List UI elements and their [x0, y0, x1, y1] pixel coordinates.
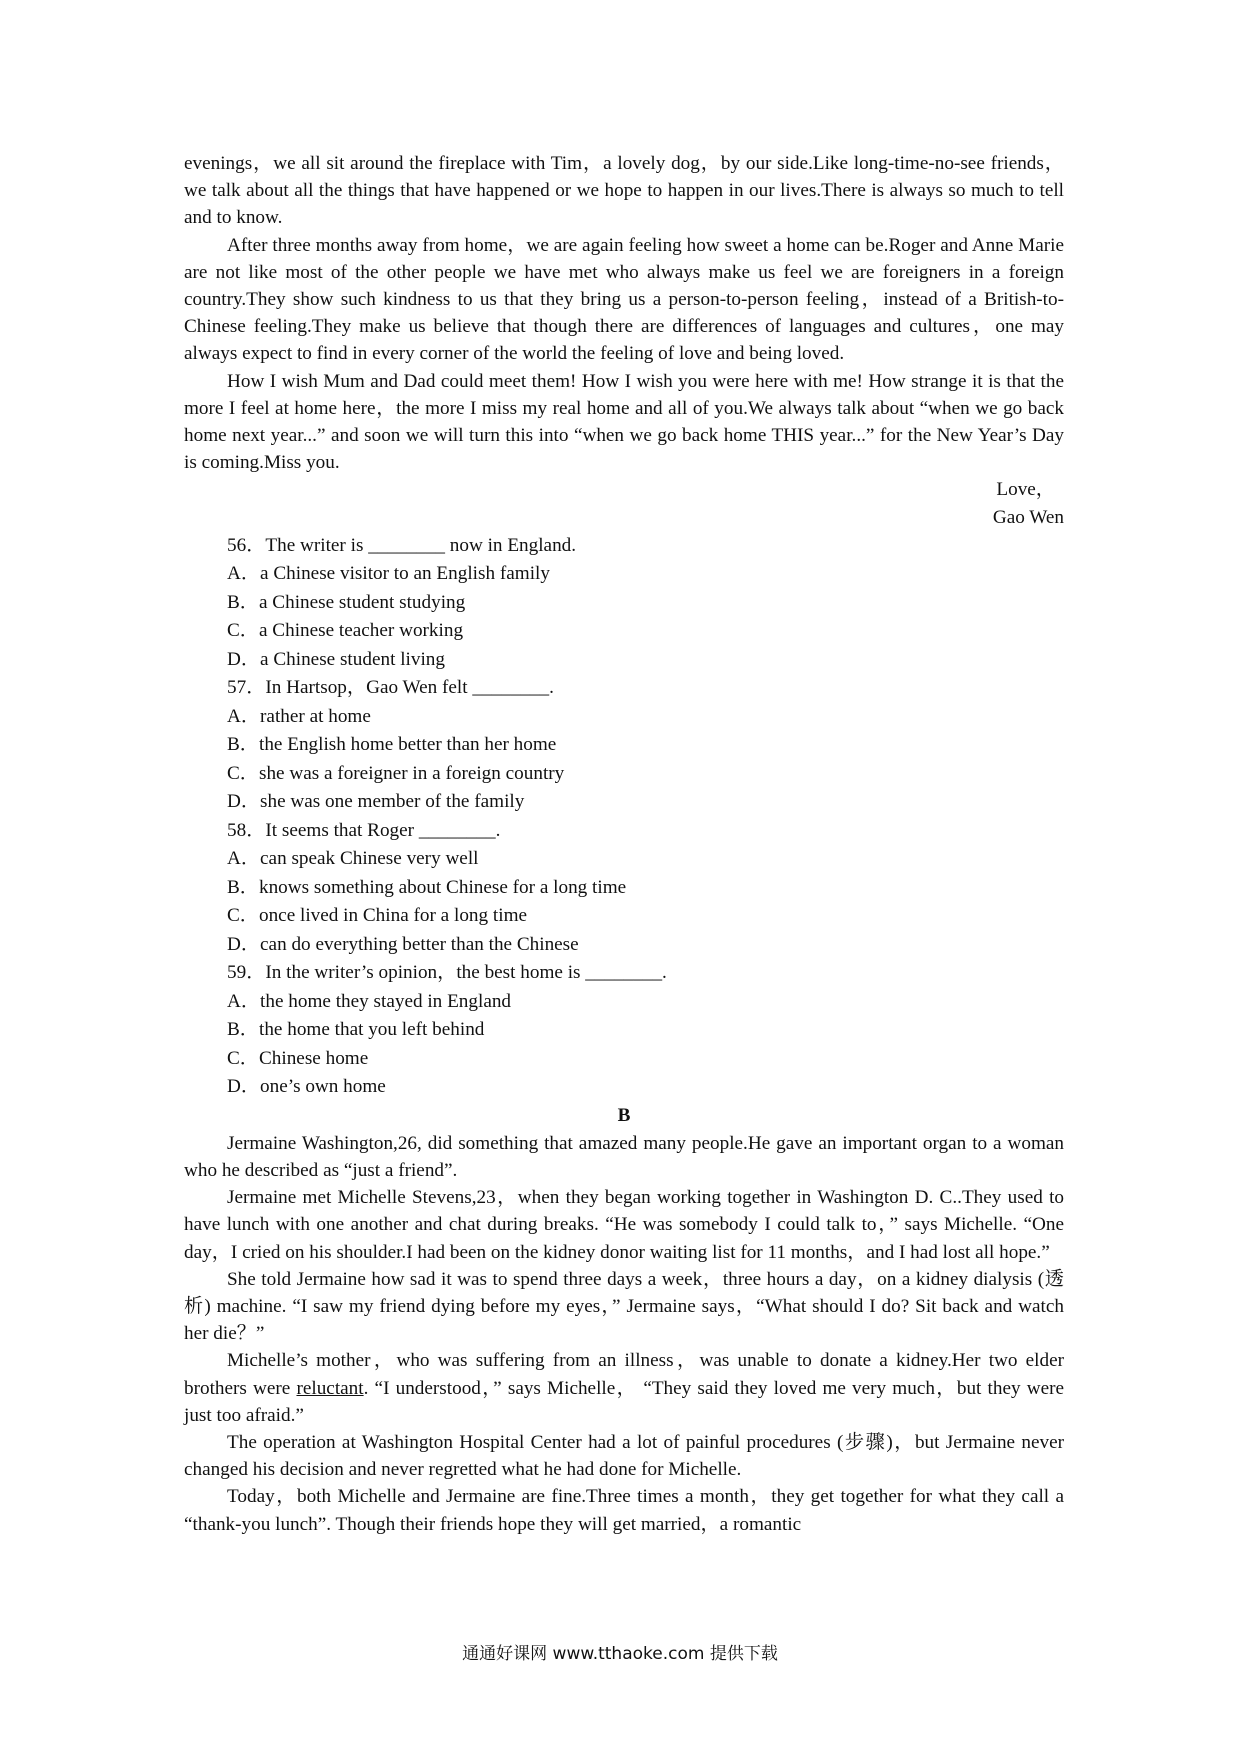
letter-signature: Gao Wen [992, 506, 1064, 528]
passage-b-paragraph-3: She told Jermaine how sad it was to spend three days a week，three hours a day，on a kidney dialysis (透析) machine. “I saw my friend dying before my eyes，” Jermaine says，“What should I do? Sit back and watch her die？” [184, 1268, 1064, 1345]
passage-a-paragraph-2: After three months away from home，we are again feeling how sweet a home can be.Roger and Anne Marie are not like most of the other people we have met who always make us feel we are foreigners in a foreign country.They show such kindness to us that they bring us a person-to-person feeling，instead of a British-to-Chinese feeling.They make us believe that though there are differences of languages and cultures，one may always expect to find in every corner of the world the feeling of love and being loved. [184, 234, 1064, 365]
passage-a-paragraph-1: evenings，we all sit around the fireplace with Tim，a lovely dog，by our side.Like long-time-no-see friends，we talk about all the things that have happened or we hope to happen in our lives.There is always so much to tell and to know. [184, 153, 1064, 229]
option-b: B．a Chinese student studying [227, 591, 466, 613]
paragraph-4-start: Michelle’s mother，who was suffering from an illness，was unable to donate a kidney.Her two elder brothers were [184, 1350, 1064, 1399]
question-57 [227, 674, 1064, 817]
option-c: C．once lived in China for a long time [227, 905, 528, 927]
option-b: B．the English home better than her home [227, 734, 557, 756]
question-stem: 56．The writer is ________ now in England. [227, 534, 577, 556]
question-59 [227, 959, 1064, 1102]
option-a: A．can speak Chinese very well [227, 848, 479, 870]
underlined-word: reluctant [296, 1377, 364, 1399]
passage-b-paragraph-1: Jermaine Washington,26, did something that amazed many people.He gave an important organ to a woman who he described as “just a friend”. [184, 1132, 1064, 1182]
option-d: D．a Chinese student living [227, 648, 445, 670]
option-a: A．rather at home [227, 705, 371, 727]
passage-b-paragraph-6: Today，both Michelle and Jermaine are fine.Three times a month，they get together for what they call a “thank-you lunch”. Though their friends hope they will get married，a romantic [184, 1486, 1064, 1535]
section-title-b: B [617, 1104, 631, 1126]
passage-b-paragraph-4 [184, 1347, 1064, 1429]
question-stem: 58．It seems that Roger ________. [227, 819, 501, 841]
paragraph-4-end: . “I understood，” says Michelle， “They said they loved me very much，but they were just too afraid.” [184, 1377, 1064, 1426]
passage-b-paragraph-2: Jermaine met Michelle Stevens,23，when they began working together in Washington D. C..They used to have lunch with one another and chat during breaks. “He was somebody I could talk to，” says Michelle. “One day，I cried on his shoulder.I had been on the kidney donor waiting list for 11 months，and I had lost all hope.” [184, 1187, 1064, 1263]
letter-closing [184, 476, 1064, 503]
option-c: C．Chinese home [227, 1047, 369, 1069]
question-58 [227, 817, 1064, 960]
option-d: D．one’s own home [227, 1076, 386, 1098]
question-stem: 59．In the writer’s opinion，the best home is ________. [227, 962, 667, 984]
passage-a-paragraph-3: How I wish Mum and Dad could meet them! How I wish you were here with me! How strange it is that the more I feel at home here，the more I miss my real home and all of you.We always talk about “when we go back home next year...” and soon we will turn this into “when we go back home THIS year...” for the New Year’s Day is coming.Miss you. [184, 370, 1064, 474]
question-stem: 57．In Hartsop，Gao Wen felt ________. [227, 677, 554, 699]
option-a: A．the home they stayed in England [227, 990, 512, 1012]
option-c: C．she was a foreigner in a foreign country [227, 762, 565, 784]
page-footer: 通通好课网 www.tthaoke.com 提供下载 [462, 1644, 778, 1664]
option-b: B．the home that you left behind [227, 1019, 485, 1041]
option-c: C．a Chinese teacher working [227, 620, 464, 642]
option-d: D．can do everything better than the Chinese [227, 933, 579, 955]
option-d: D．she was one member of the family [227, 791, 525, 813]
closing-text: Love， [996, 479, 1055, 501]
option-b: B．knows something about Chinese for a long time [227, 876, 627, 898]
question-56 [227, 532, 1064, 675]
option-a: A．a Chinese visitor to an English family [227, 563, 550, 585]
exam-page [184, 150, 1064, 1538]
passage-b-paragraph-5: The operation at Washington Hospital Center had a lot of painful procedures (步骤)，but Jermaine never changed his decision and never regretted what he had done for Michelle. [184, 1432, 1064, 1481]
